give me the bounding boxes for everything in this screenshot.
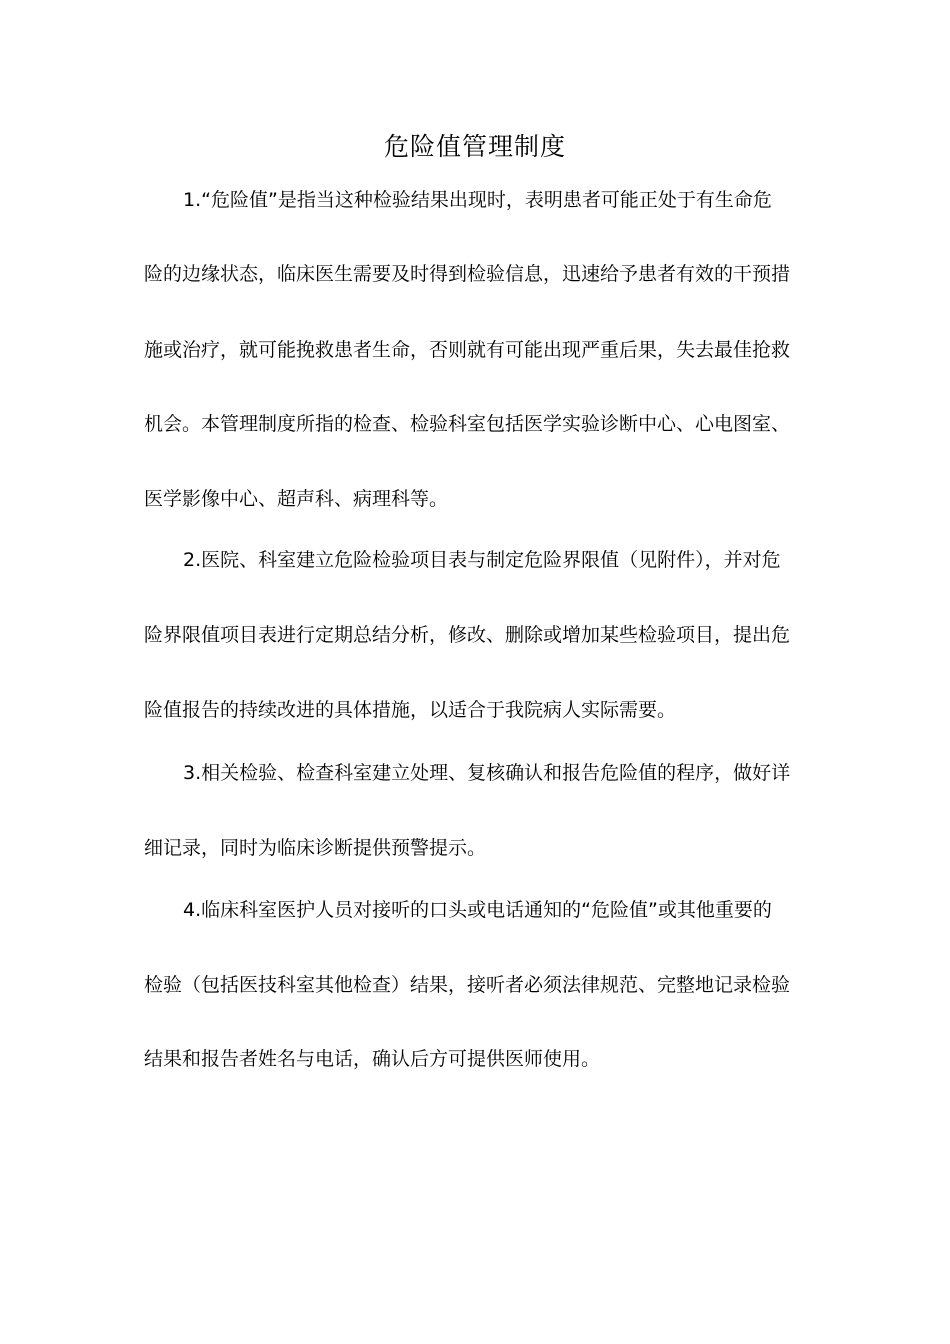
paragraph-2-line-1: 2.医院、科室建立危险检验项目表与制定危险界限值（见附件），并对危 [183,549,781,571]
paragraph-1-line-3: 施或治疗，就可能挽救患者生命，否则就有可能出现严重后果，失去最佳抢救 [144,339,791,361]
document-title: 危险值管理制度 [383,132,566,161]
paragraph-3-line-2: 细记录，同时为临床诊断提供预警提示。 [144,837,487,859]
paragraph-3-line-1: 3.相关检验、检查科室建立处理、复核确认和报告危险值的程序，做好详 [183,762,791,784]
paragraph-1-line-2: 险的边缘状态，临床医生需要及时得到检验信息，迅速给予患者有效的干预措 [144,263,791,285]
paragraph-4-line-3: 结果和报告者姓名与电话，确认后方可提供医师使用。 [144,1048,601,1070]
paragraph-1-line-4: 机会。本管理制度所指的检查、检验科室包括医学实验诊断中心、心电图室、 [144,413,791,435]
paragraph-4-line-2: 检验（包括医技科室其他检查）结果，接听者必须法律规范、完整地记录检验 [144,974,791,996]
paragraph-2-line-3: 险值报告的持续改进的具体措施，以适合于我院病人实际需要。 [144,699,677,721]
paragraph-4-line-1: 4.临床科室医护人员对接听的口头或电话通知的“危险值”或其他重要的 [183,899,772,921]
paragraph-1-line-5: 医学影像中心、超声科、病理科等。 [144,488,449,510]
paragraph-2-line-2: 险界限值项目表进行定期总结分析，修改、删除或增加某些检验项目，提出危 [144,624,791,646]
paragraph-1-line-1: 1.“危险值”是指当这种检验结果出现时，表明患者可能正处于有生命危 [183,189,772,211]
